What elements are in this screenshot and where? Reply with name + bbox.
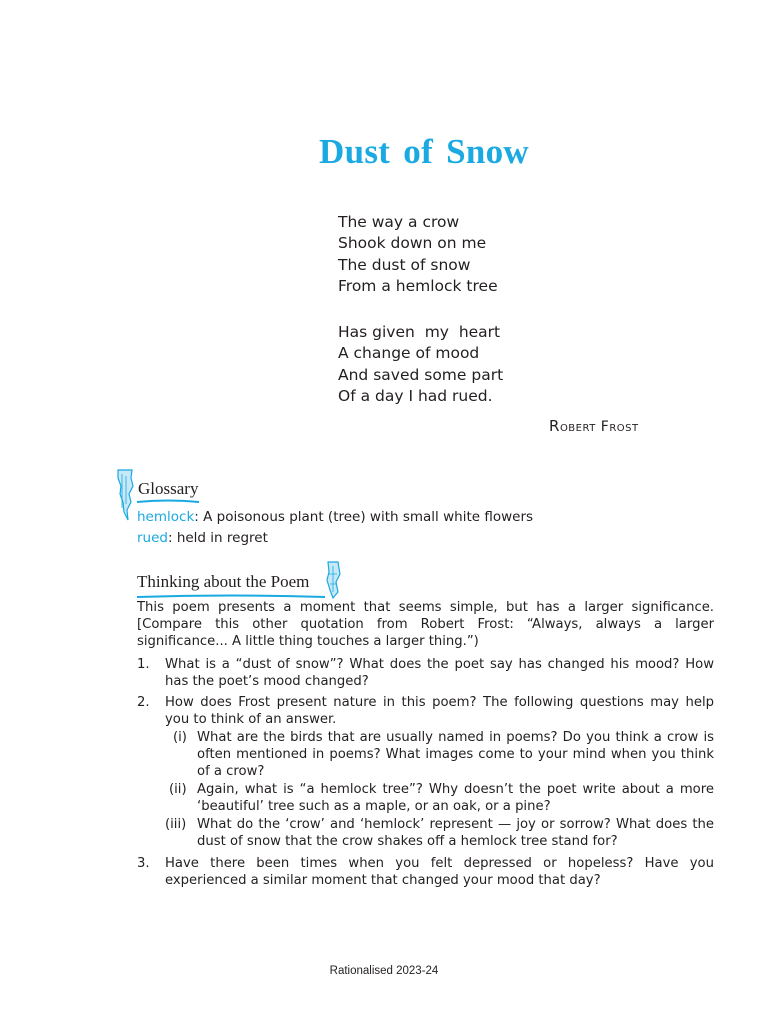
- question-number: 3.: [137, 856, 150, 871]
- subquestion-text: What are the birds that are usually named in poems? Do you think a crow is often mentioned in poems? What images come to your mind when you think of a crow?: [197, 730, 714, 779]
- glossary-entry: [137, 509, 533, 525]
- poem-line: The way a crow: [338, 213, 460, 231]
- thinking-heading: Thinking about the Poem: [137, 572, 310, 591]
- question-number: 2.: [137, 695, 150, 710]
- poem-line: Of a day I had rued.: [338, 387, 493, 406]
- subquestion-number: (iii): [165, 817, 187, 832]
- subquestion-number: (i): [173, 730, 187, 745]
- icicle-icon: [114, 468, 136, 524]
- poem-line: Has given my heart: [338, 323, 501, 342]
- poem-line: Shook down on me: [338, 234, 487, 253]
- question-number: 1.: [137, 657, 150, 672]
- question-text: How does Frost present nature in this poem? The following questions may help you to think of an answer.: [165, 695, 714, 727]
- glossary-entry: [137, 530, 268, 546]
- subquestion-text: Again, what is “a hemlock tree”? Why doesn’t the poet write about a more ‘beautiful’ tree such as a maple, or an oak, or a pine?: [197, 782, 714, 814]
- poem: [338, 212, 503, 432]
- glossary-definition: : held in regret: [167, 530, 268, 546]
- poem-line: A change of mood: [338, 344, 480, 363]
- poem-author: Robert Frost: [549, 417, 639, 435]
- subquestion-number: (ii): [169, 782, 187, 797]
- subquestion-text: What do the ‘crow’ and ‘hemlock’ represent — joy or sorrow? What does the dust of snow that the crow shakes off a hemlock tree stand for?: [197, 817, 714, 849]
- poem-stanza-2: [338, 322, 503, 407]
- glossary-heading: Glossary: [138, 479, 199, 498]
- question-text: What is a “dust of snow”? What does the poet say has changed his mood? How has the poet’s mood changed?: [165, 657, 714, 689]
- glossary-definition: : A poisonous plant (tree) with small white flowers: [194, 509, 534, 525]
- poem-line: From a hemlock tree: [338, 276, 498, 295]
- page-footer: Rationalised 2023-24: [329, 965, 439, 977]
- question-text: Have there been times when you felt depressed or hopeless? Have you experienced a similar moment that changed your mood that day?: [165, 856, 714, 888]
- poem-stanza-1: [338, 212, 503, 297]
- thinking-intro: This poem presents a moment that seems simple, but has a larger significance. [Compare this other quotation from Robert Frost: “Always, always a larger significance... A little thing touches a larger thing.”): [137, 600, 714, 649]
- poem-line: The dust of snow: [338, 255, 471, 274]
- page-title: Dust of Snow: [319, 132, 529, 171]
- glossary-term: hemlock: [137, 509, 195, 525]
- glossary-term: rued: [137, 530, 168, 546]
- poem-line: And saved some part: [338, 365, 504, 384]
- glossary-underline: [136, 499, 200, 505]
- snowflake-icon: [322, 560, 344, 600]
